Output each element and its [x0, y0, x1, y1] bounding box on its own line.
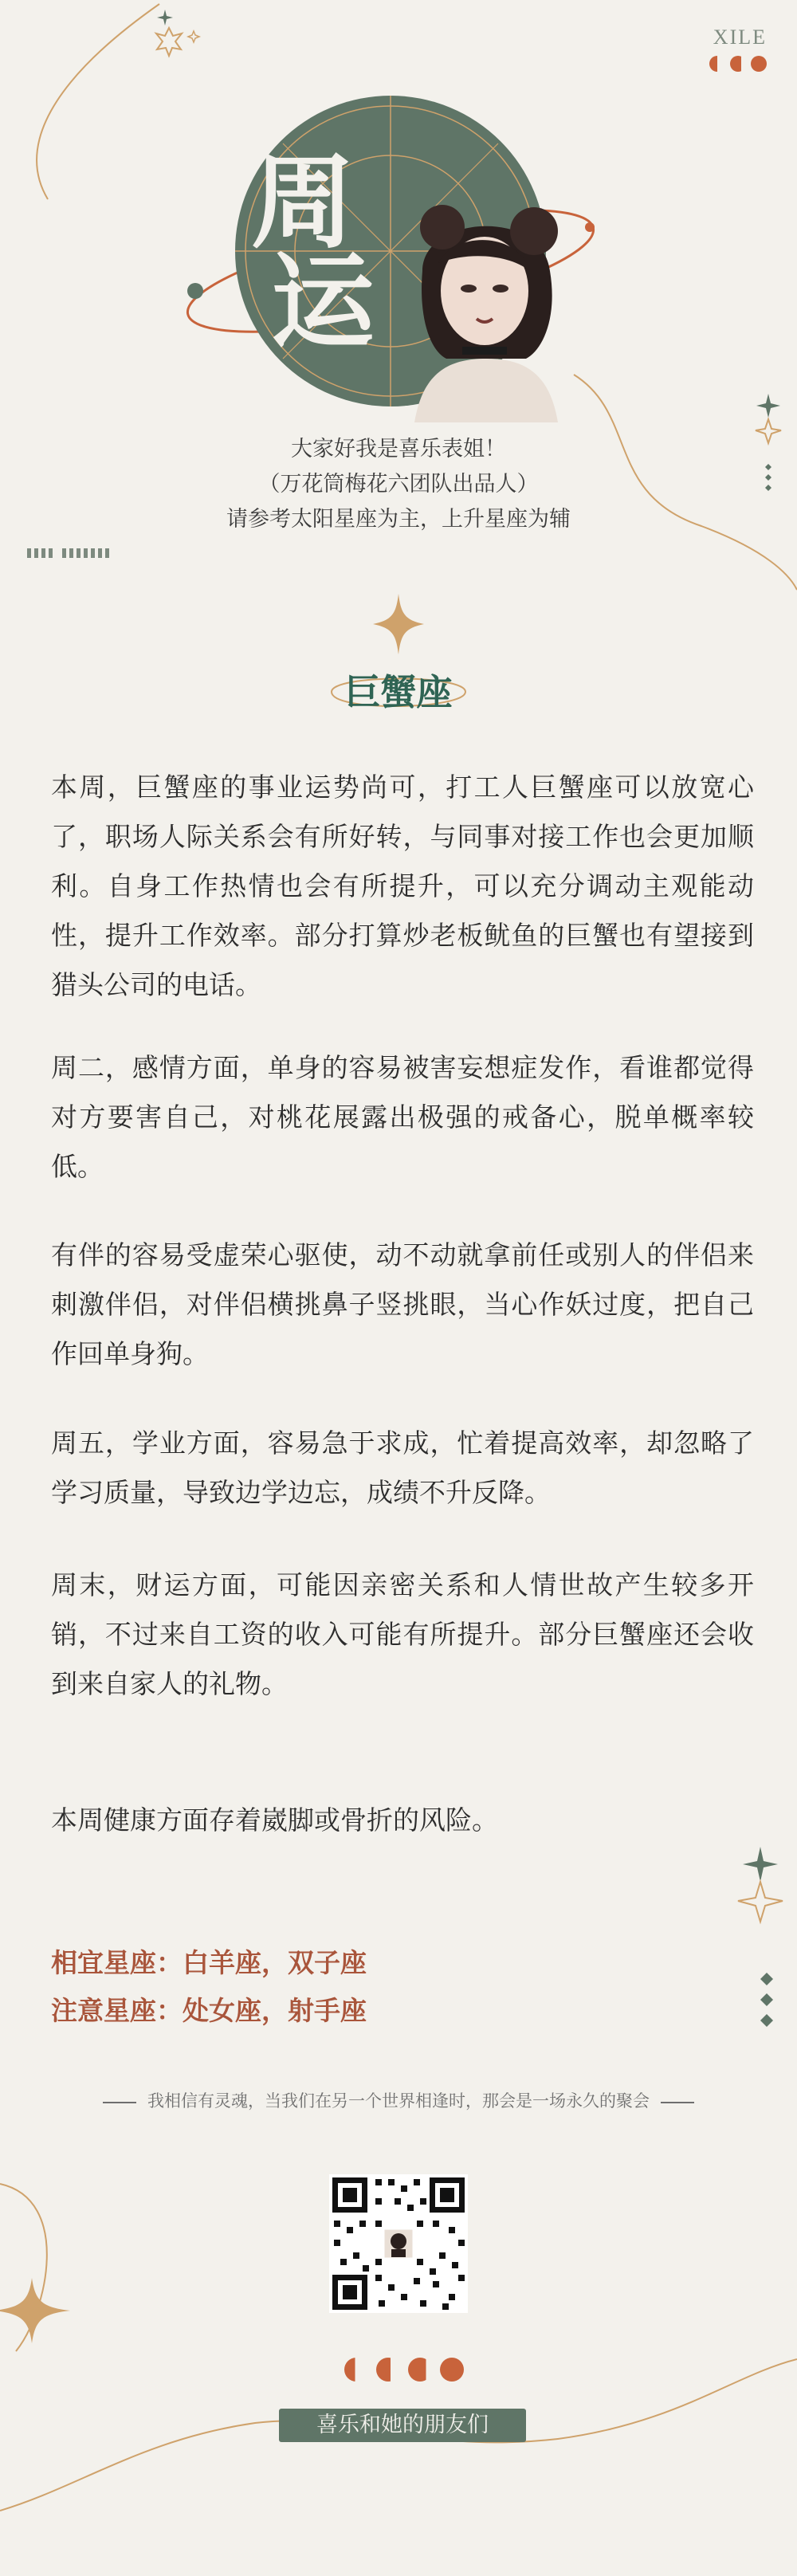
crescent-moon-icon: [344, 2358, 368, 2382]
intro-line: 大家好我是喜乐表姐！: [291, 437, 506, 461]
quote-text: 我相信有灵魂，当我们在另一个世界相逢时，那会是一场永久的聚会: [147, 2091, 650, 2111]
header-emblem: [175, 80, 622, 422]
paragraph-love-single: 周二，感情方面，单身的容易被害妄想症发作，看谁都觉得对方要害自己，对桃花展露出极强的戒备心，脱单概率较低。: [51, 1052, 754, 1182]
portrait-illustration: [398, 199, 574, 422]
footer-label: 喜乐和她的朋友们: [279, 2409, 526, 2442]
crescent-moon-icon: [709, 56, 725, 72]
moon-icons-bottom: [344, 2358, 464, 2382]
intro-line: （万花筒梅花六团队出品人）: [258, 472, 539, 497]
title-char-fortune: 运: [271, 242, 375, 363]
full-moon-icon: [440, 2358, 464, 2382]
quote-dash-left: [103, 2102, 136, 2103]
crescent-moon-icon: [730, 56, 746, 72]
paragraph-study: 周五，学业方面，容易急于求成，忙着提高效率，却忽略了学习质量，导致边学边忘，成绩不升反降。: [51, 1427, 754, 1508]
footer-quote: [0, 2088, 797, 2112]
qr-pattern: [329, 2174, 468, 2313]
title-char-week: 周: [251, 142, 355, 263]
sparkle-icon: [0, 2278, 72, 2343]
full-moon-icon: [751, 56, 767, 72]
dash-ornament: [27, 547, 115, 560]
paragraph-love-partnered: 有伴的容易受虚荣心驱使，动不动就拿前任或别人的伴侣来刺激伴侣，对伴侣横挑鼻子竖挑眼，当心作妖过度，把自己作回单身狗。: [51, 1239, 754, 1369]
compatible-signs: 相宜星座：白羊座，双子座: [51, 1947, 367, 1978]
quote-dash-right: [661, 2102, 694, 2103]
crescent-moon-icon: [376, 2358, 400, 2382]
star-icon: [143, 8, 215, 72]
brand-name: XILE: [713, 26, 767, 49]
sparkle-icon: [373, 594, 424, 654]
caution-signs: 注意星座：处女座，射手座: [51, 1995, 367, 2026]
qr-code[interactable]: [329, 2174, 468, 2313]
paragraph-career: 本周，巨蟹座的事业运势尚可，打工人巨蟹座可以放宽心了，职场人际关系会有所好转，与同事对接工作也会更加顺利。自身工作热情也会有所提升，可以充分调动主观能动性，提升工作效率。部分打算炒老板鱿鱼的巨蟹也有望接到猎头公司的电话。: [51, 772, 754, 1000]
paragraph-health: 本周健康方面存着崴脚或骨折的风险。: [51, 1804, 498, 1836]
paragraph-wealth: 周末，财运方面，可能因亲密关系和人情世故产生较多开销，不过来自工资的收入可能有所提升。部分巨蟹座还会收到来自家人的礼物。: [51, 1569, 754, 1699]
crescent-moon-icon: [408, 2358, 432, 2382]
intro-line: 请参考太阳星座为主，上升星座为辅: [226, 507, 571, 532]
star-icon: [752, 392, 792, 504]
star-icon: [733, 1845, 789, 2036]
sign-title: 巨蟹座: [344, 671, 453, 713]
moon-phase-icons: [709, 56, 767, 72]
